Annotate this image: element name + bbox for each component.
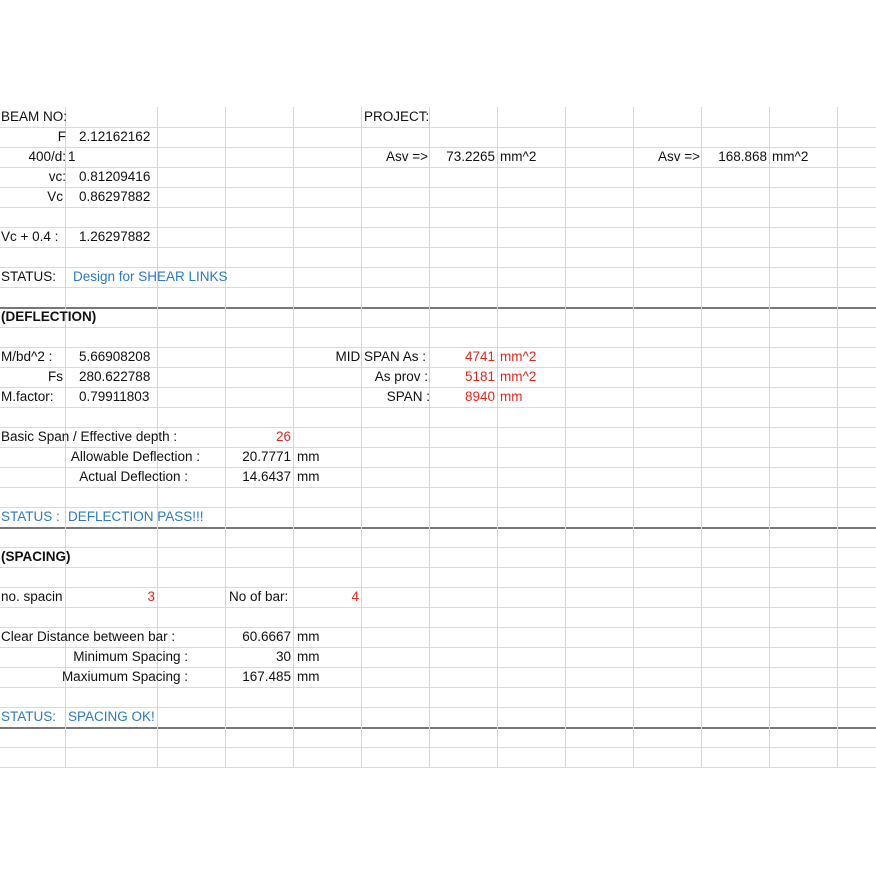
status-shear-label[interactable]: STATUS: [1,269,57,284]
row-line [0,247,876,248]
actual-value[interactable]: 14.6437 [242,469,291,484]
no-bar-value[interactable]: 4 [351,589,359,604]
no-spacing-label[interactable]: no. spacin [1,589,63,604]
column-line [837,107,838,768]
deflection-heading[interactable]: (DEFLECTION) [1,309,97,324]
spreadsheet-grid [0,107,876,772]
status-deflection-value[interactable]: DEFLECTION PASS!!! [68,509,204,524]
row-line [0,687,876,688]
vc-plus-value[interactable]: 1.26297882 [79,229,151,244]
clear-distance-label[interactable]: Clear Distance between bar : [1,629,176,644]
mid-span-unit[interactable]: mm^2 [500,349,537,364]
allowable-label[interactable]: Allowable Deflection : [70,449,200,464]
mbd2-value[interactable]: 5.66908208 [79,349,151,364]
status-shear-value[interactable]: Design for SHEAR LINKS [73,269,228,284]
column-line [565,107,566,768]
min-spacing-value[interactable]: 30 [275,649,291,664]
column-line [429,107,430,768]
vc-lower-value[interactable]: 0.81209416 [79,169,151,184]
span-value[interactable]: 8940 [464,389,495,404]
d400-value[interactable]: 1 [68,149,76,164]
max-spacing-unit[interactable]: mm [297,669,320,684]
asv2-label[interactable]: Asv => [657,149,700,164]
actual-label[interactable]: Actual Deflection : [79,469,188,484]
mid-span-value[interactable]: 4741 [464,349,495,364]
asv1-value[interactable]: 73.2265 [446,149,495,164]
mid-span-label[interactable]: MID SPAN As : [335,349,426,364]
column-line [361,107,362,768]
row-line [0,567,876,568]
max-spacing-value[interactable]: 167.485 [242,669,291,684]
basic-span-value[interactable]: 26 [275,429,291,444]
status-spacing-value[interactable]: SPACING OK! [68,709,155,724]
vc-upper-value[interactable]: 0.86297882 [79,189,151,204]
row-line [0,287,876,288]
no-spacing-value[interactable]: 3 [147,589,155,604]
as-prov-unit[interactable]: mm^2 [500,369,537,384]
vc-lower-label[interactable]: vc: [48,169,66,184]
f-value[interactable]: 2.12162162 [79,129,151,144]
column-line [769,107,770,768]
project-label[interactable]: PROJECT: [364,109,430,124]
row-line [0,547,876,548]
asv1-label[interactable]: Asv => [385,149,428,164]
row-line [0,747,876,748]
fs-value[interactable]: 280.622788 [79,369,151,384]
mbd2-label[interactable]: M/bd^2 : [1,349,53,364]
section-divider [0,727,876,729]
row-line [0,207,876,208]
status-spacing-label[interactable]: STATUS: [1,709,57,724]
allowable-unit[interactable]: mm [297,449,320,464]
column-line [701,107,702,768]
row-line [0,487,876,488]
fs-label[interactable]: Fs [48,369,63,384]
actual-unit[interactable]: mm [297,469,320,484]
column-line [293,107,294,768]
asv1-unit[interactable]: mm^2 [500,149,537,164]
span-label[interactable]: SPAN : [386,389,430,404]
beam-no-label[interactable]: BEAM NO: [1,109,68,124]
row-line [0,407,876,408]
vc-upper-label[interactable]: Vc [47,189,63,204]
allowable-value[interactable]: 20.7771 [242,449,291,464]
mfactor-label[interactable]: M.factor: [1,389,54,404]
asv2-unit[interactable]: mm^2 [772,149,809,164]
asv2-value[interactable]: 168.868 [718,149,767,164]
span-unit[interactable]: mm [500,389,523,404]
spacing-heading[interactable]: (SPACING) [1,549,71,564]
clear-distance-value[interactable]: 60.6667 [242,629,291,644]
vc-plus-label[interactable]: Vc + 0.4 : [1,229,59,244]
row-line [0,767,876,768]
min-spacing-label[interactable]: Minimum Spacing : [73,649,188,664]
max-spacing-label[interactable]: Maxiumum Spacing : [61,669,188,684]
mfactor-value[interactable]: 0.79911803 [79,389,150,404]
section-divider [0,527,876,529]
no-bar-label[interactable]: No of bar: [229,589,289,604]
clear-distance-unit[interactable]: mm [297,629,320,644]
section-divider [0,307,876,309]
as-prov-label[interactable]: As prov : [374,369,428,384]
column-line [497,107,498,768]
min-spacing-unit[interactable]: mm [297,649,320,664]
row-line [0,327,876,328]
d400-label[interactable]: 400/d: [28,149,66,164]
status-deflection-label[interactable]: STATUS : [1,509,60,524]
row-line [0,607,876,608]
f-label[interactable]: F [57,129,66,144]
column-line [633,107,634,768]
basic-span-label[interactable]: Basic Span / Effective depth : [1,429,178,444]
as-prov-value[interactable]: 5181 [464,369,495,384]
